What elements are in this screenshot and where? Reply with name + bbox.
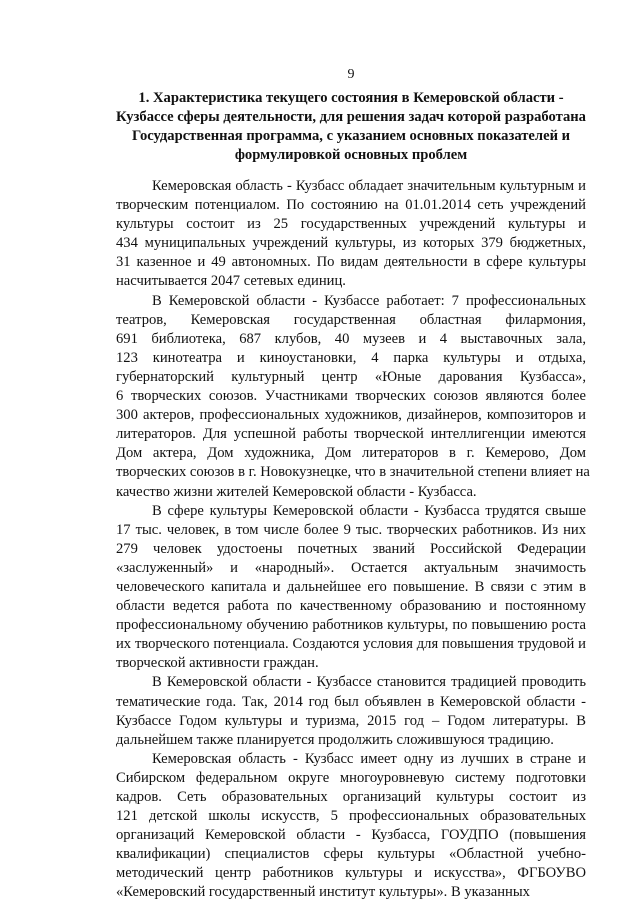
paragraph-line: «заслуженный» и «народный». Остается актуальным значимость [116,559,586,576]
paragraph-line: театров, Кемеровская государственная областная филармония, [116,311,586,328]
paragraph-line: качество жизни жителей Кемеровской области - Кузбасса. [116,483,477,500]
paragraph [116,292,590,502]
paragraph-line: квалификации) специалистов сферы культуры «Областной учебно- [116,846,586,863]
paragraph-line: В Кемеровской области - Кузбассе становится традицией проводить [152,674,586,691]
paragraph-line: творческим потенциалом. По состоянию на 01.01.2014 сеть учреждений [116,197,586,214]
paragraph-line: Кемеровская область - Кузбасс имеет одну из лучших в стране и [152,750,586,767]
paragraph-line: Дом актера, Дом художника, Дом литераторов в г. Кемерово, Дом [116,445,586,462]
paragraph-line: кадров. Сеть образовательных организаций культуры состоит из [116,789,586,805]
paragraph-line: 300 актеров, профессиональных художников, дизайнеров, композиторов и [116,407,586,424]
paragraph-line: 691 библиотека, 687 клубов, 40 музеев и 4 выставочных зала, [116,330,586,347]
paragraph-line: Кузбассе Годом культуры и туризма, 2015 год – Годом литературы. В [116,712,586,729]
document-page [116,67,590,903]
page-number: 9 [347,67,355,82]
paragraph-line: Кемеровская область - Кузбасс обладает значительным культурным и [152,178,586,194]
paragraph-line: 6 творческих союзов. Участниками творческих союзов являются более [116,388,586,405]
paragraph-line: их творческого потенциала. Создаются условия для повышения трудовой и [116,636,586,653]
paragraph-line: методический центр работников культуры и искусства», ФГБОУВО [116,865,586,882]
paragraph-line: дальнейшем также планируется продолжить сложившуюся традицию. [116,731,554,748]
paragraph-line: «Кемеровский государственный институт культуры». В указанных [116,884,530,901]
paragraph-line: В Кемеровской области - Кузбассе работает: 7 профессиональных [152,292,586,309]
paragraph-line: творческой активности граждан. [116,655,319,672]
paragraph-line: творческих союзов в г. Новокузнецке, что в значительной степени влияет на [116,464,590,481]
paragraph-line: Сибирском федеральном округе многоуровневую систему подготовки [116,769,586,786]
paragraph-line: литераторов. Для успешной работы творческой интеллигенции имеются [116,426,586,443]
paragraph [116,177,586,292]
paragraph-line: В сфере культуры Кемеровской области - Кузбасса трудятся свыше [152,502,586,519]
heading-line: 1. Характеристика текущего состояния в Кемеровской области - [138,90,564,106]
paragraph-line: профессиональному обучению работников культуры, по повышению роста [116,617,586,634]
section-heading [116,89,586,165]
heading-line: формулировкой основных проблем [234,147,468,163]
paragraph-line: организаций Кемеровской области - Кузбасса, ГОУДПО (повышения [116,827,586,844]
paragraph-line: губернаторский культурный центр «Юные дарования Кузбасса», [116,368,586,385]
body-text [116,177,590,903]
paragraph-line: культуры состоит из 25 государственных учреждений культуры и [116,216,586,233]
paragraph-line: тематические года. Так, 2014 год был объявлен в Кемеровской области - [116,693,586,710]
paragraph-line: 121 детской школы искусств, 5 профессиональных образовательных [116,808,586,825]
paragraph-line: 434 муниципальных учреждений культуры, из которых 379 бюджетных, [116,235,586,252]
heading-line: Кузбассе сферы деятельности, для решения задач которой разработана [116,109,586,125]
paragraph-line: 31 казенное и 49 автономных. По видам деятельности в сфере культуры [116,254,586,271]
paragraph-line: человеческого капитала и дальнейшее его повышение. В связи с этим в [116,578,586,595]
paragraph [116,673,586,749]
paragraph [116,502,586,674]
paragraph-line: 17 тыс. человек, в том числе более 9 тыс. творческих работников. Из них [116,521,586,538]
paragraph-line: области ведется работа по качественному образованию и постоянному [116,598,586,615]
paragraph-line: 123 кинотеатра и киноустановки, 4 парка культуры и отдыха, [116,349,586,366]
paragraph [116,750,586,903]
paragraph-line: 279 человек удостоены почетных званий Российской Федерации [116,540,586,557]
paragraph-line: насчитывается 2047 сетевых единиц. [116,273,346,290]
heading-line: Государственная программа, с указанием основных показателей и [131,128,571,144]
